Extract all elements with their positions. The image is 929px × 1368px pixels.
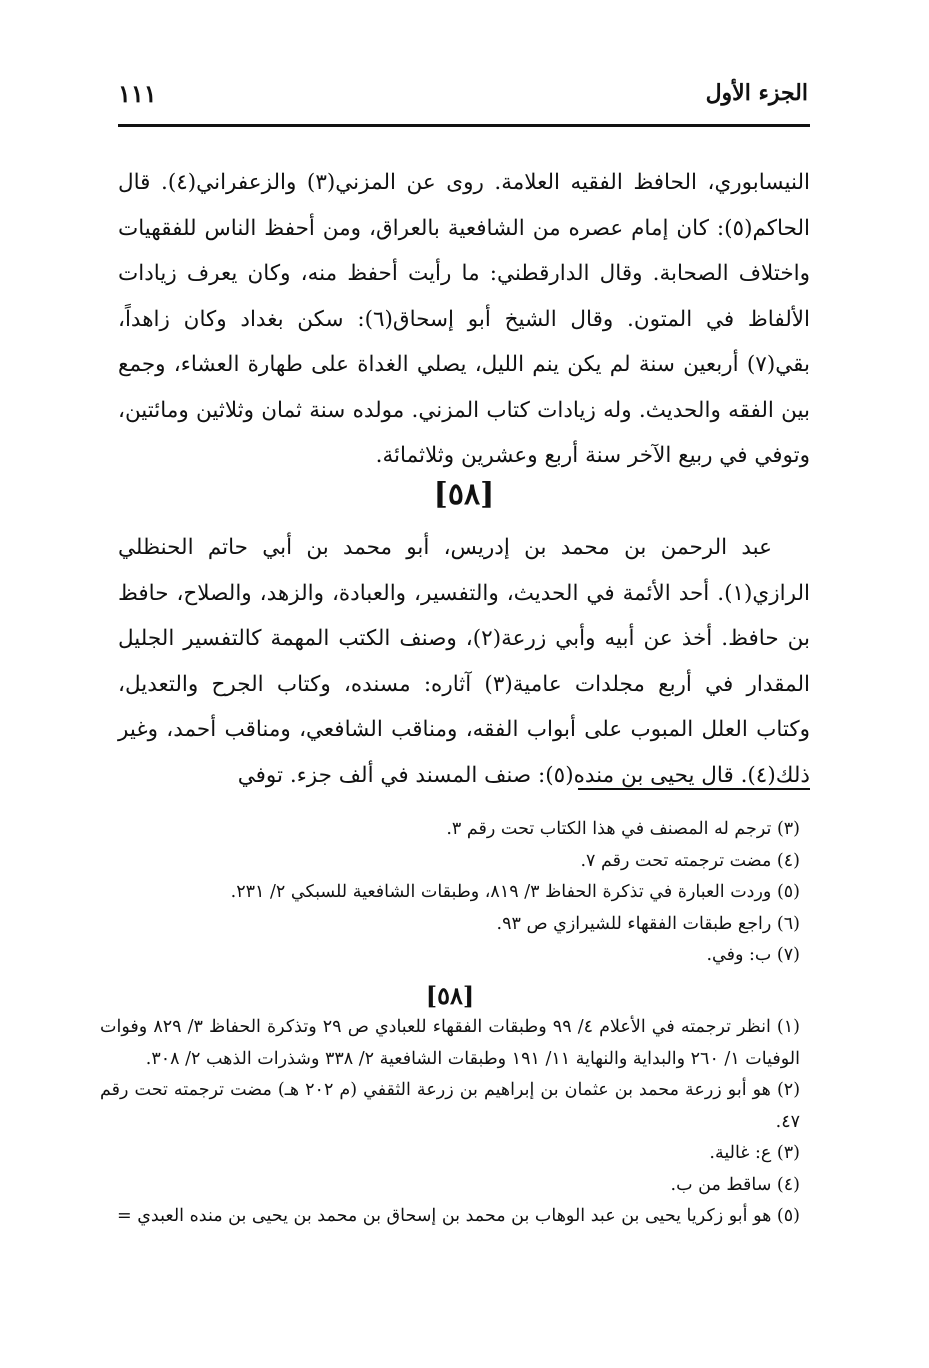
- footnotes-entry-number: [٥٨]: [425, 981, 475, 1010]
- footnote: (٥) وردت العبارة في تذكرة الحفاظ ٣/ ٨١٩، وطبقات الشافعية للسبكي ٢/ ٢٣١.: [230, 882, 800, 902]
- footnotes-previous-entry: [100, 814, 800, 972]
- paragraph-text: النيسابوري، الحافظ الفقيه العلامة. روى عن المزني(٣) والزعفراني(٤). قال الحاكم(٥): كان إمام عصره من الشافعية بالعراق، ومن أحفظ الناس للفقهيات واختلاف الصحابة. وقال الدارقطني: ما رأيت أحفظ منه، وكان يعرف زيادات الألفاظ في المتون. وقال الشيخ أبو إسحاق(٦): سكن بغداد وكان زاهداً، بقي(٧) أربعين سنة لم يكن ينم الليل، يصلي الغداة على طهارة العشاء، وجمع بين الفقه والحديث. وله زيادات كتاب المزني. مولده سنة ثمان وثلاثين ومائتين، وتوفي في ربيع الآخر سنة أربع وعشرين وثلاثمائة.: [118, 170, 810, 468]
- running-title: الجزء الأول: [705, 80, 808, 106]
- footnote: (٢) هو أبو زرعة محمد بن عثمان بن إبراهيم بن زرعة الثقفي (م ٢٠٢ هـ) مضت ترجمته تحت رقم ٤٧.: [100, 1080, 801, 1132]
- footnote: (١) انظر ترجمته في الأعلام ٤/ ٩٩ وطبقات الفقهاء للعبادي ص ٢٩ وتذكرة الحفاظ ٣/ ٨٢٩ وفوات الوفيات ١/ ٢٦٠ والبداية والنهاية ١١/ ١٩١ وطبقات الشافعية ٢/ ٣٣٨ وشذرات الذهب ٢/ ٣٠٨.: [100, 1017, 800, 1069]
- footnotes-current-entry: [100, 1012, 800, 1233]
- header-rule: [118, 124, 810, 127]
- footnote: (٣) ع: غالية.: [709, 1143, 800, 1163]
- entry-number: [٥٨]: [433, 477, 495, 512]
- footnote: (٧) ب: وفي.: [706, 945, 800, 965]
- running-header: [118, 70, 808, 116]
- continuation-paragraph: [118, 160, 810, 479]
- footnote: (٤) ساقط من ب.: [670, 1174, 800, 1195]
- entry-paragraph: [118, 525, 810, 798]
- paragraph-text: عبد الرحمن بن محمد بن إدريس، أبو محمد بن أبي حاتم الحنظلي الرازي(١). أحد الأئمة في الحديث، والتفسير، والعبادة، والزهد، والصلاح، حافظ بن حافظ. أخذ عن أبيه وأبي زرعة(٢)، وصنف الكتب المهمة كالتفسير الجليل المقدار في أربع مجلدات عامية(٣) آثاره: مسنده، وكتاب الجرح والتعديل، وكتاب العلل المبوب على أبواب الفقه، ومناقب الشافعي، ومناقب أحمد، وغير ذلك(٤). قال يحيى بن منده(٥): صنف المسند في ألف جزء. توفي: [118, 535, 810, 788]
- footnote: (٦) راجع طبقات الفقهاء للشيرازي ص ٩٣.: [496, 913, 800, 934]
- page-number: ١١١: [118, 78, 157, 108]
- footnote: (٤) مضت ترجمته تحت رقم ٧.: [580, 850, 800, 871]
- footnote: (٥) هو أبو زكريا يحيى بن عبد الوهاب بن محمد بن إسحاق بن محمد بن يحيى بن منده العبدي =: [117, 1206, 800, 1226]
- footnote: (٣) ترجم له المصنف في هذا الكتاب تحت رقم ٣.: [446, 819, 800, 839]
- footnote-separator: [578, 788, 810, 790]
